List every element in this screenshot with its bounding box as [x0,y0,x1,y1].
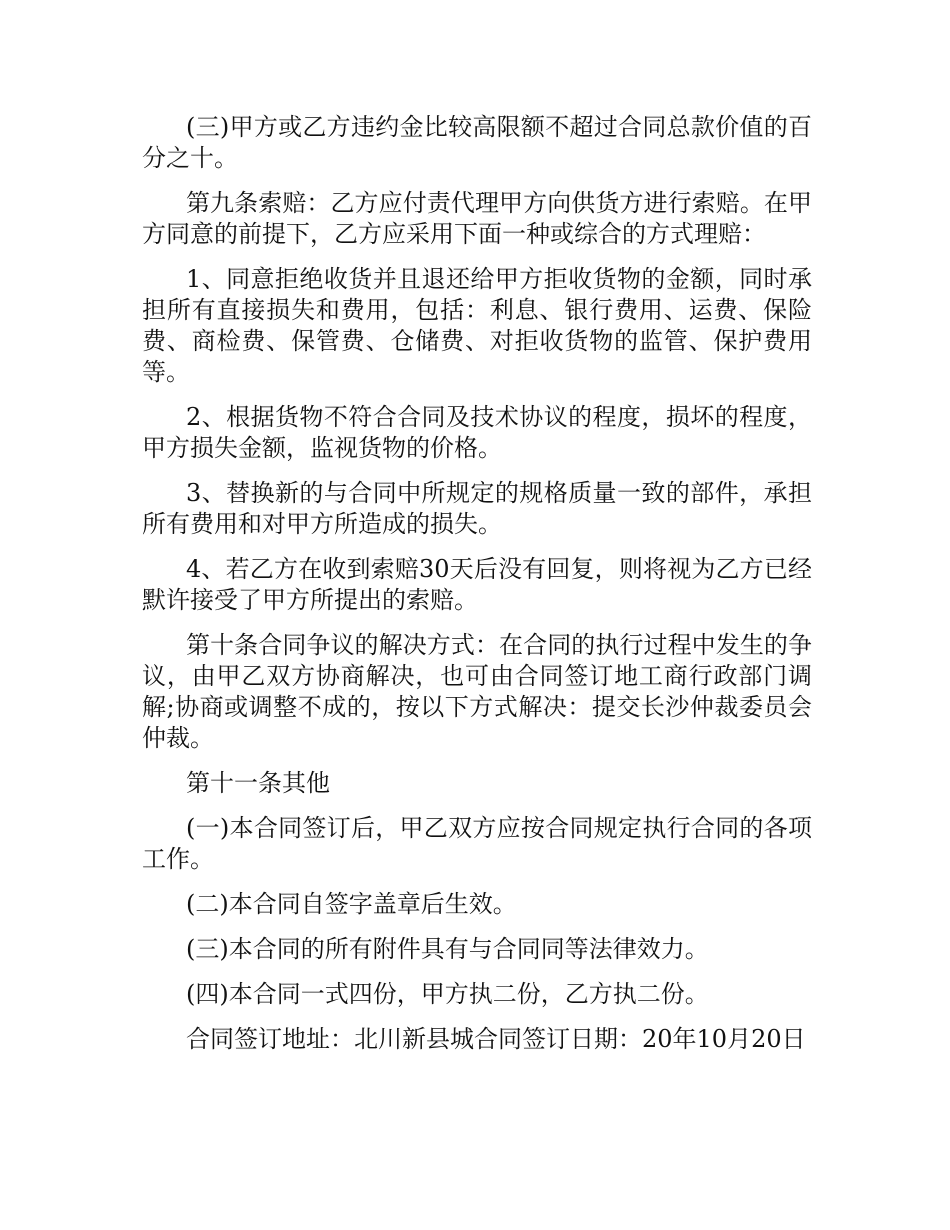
claims-item-1: 1、同意拒绝收货并且退还给甲方拒收货物的金额，同时承担所有直接损失和费用，包括：利息、银行费用、运费、保险费、商检费、保管费、仓储费、对拒收货物的监管、保护费用等。 [142,265,812,386]
article-11-item-3: (三)本合同的所有附件具有与合同同等法律效力。 [186,935,709,963]
document-page [142,112,812,1069]
claims-item-2: 2、根据货物不符合合同及技术协议的程度，损坏的程度，甲方损失金额，监视货物的价格。 [142,403,812,462]
article-11-item-4: (四)本合同一式四份，甲方执二份，乙方执二份。 [186,980,709,1008]
article-11-heading: 第十一条其他 [186,769,330,797]
clause-penalty-limit: (三)甲方或乙方违约金比较高限额不超过合同总款价值的百分之十。 [142,113,812,172]
article-9-claims: 第九条索赔：乙方应付责代理甲方向供货方进行索赔。在甲方同意的前提下，乙方应采用下面一种或综合的方式理赔： [142,189,812,248]
article-11-item-1: (一)本合同签订后，甲乙双方应按合同规定执行合同的各项工作。 [142,814,812,873]
signing-place-and-date: 合同签订地址：北川新县城合同签订日期：20年10月20日 [186,1025,806,1053]
claims-item-3: 3、替换新的与合同中所规定的规格质量一致的部件，承担所有费用和对甲方所造成的损失。 [142,479,812,538]
article-10-dispute-resolution: 第十条合同争议的解决方式：在合同的执行过程中发生的争议，由甲乙双方协商解决，也可由合同签订地工商行政部门调解;协商或调整不成的，按以下方式解决：提交长沙仲裁委员会仲裁。 [142,631,812,752]
article-11-item-2: (二)本合同自签字盖章后生效。 [186,890,517,918]
claims-item-4: 4、若乙方在收到索赔30天后没有回复，则将视为乙方已经默许接受了甲方所提出的索赔。 [142,555,812,614]
